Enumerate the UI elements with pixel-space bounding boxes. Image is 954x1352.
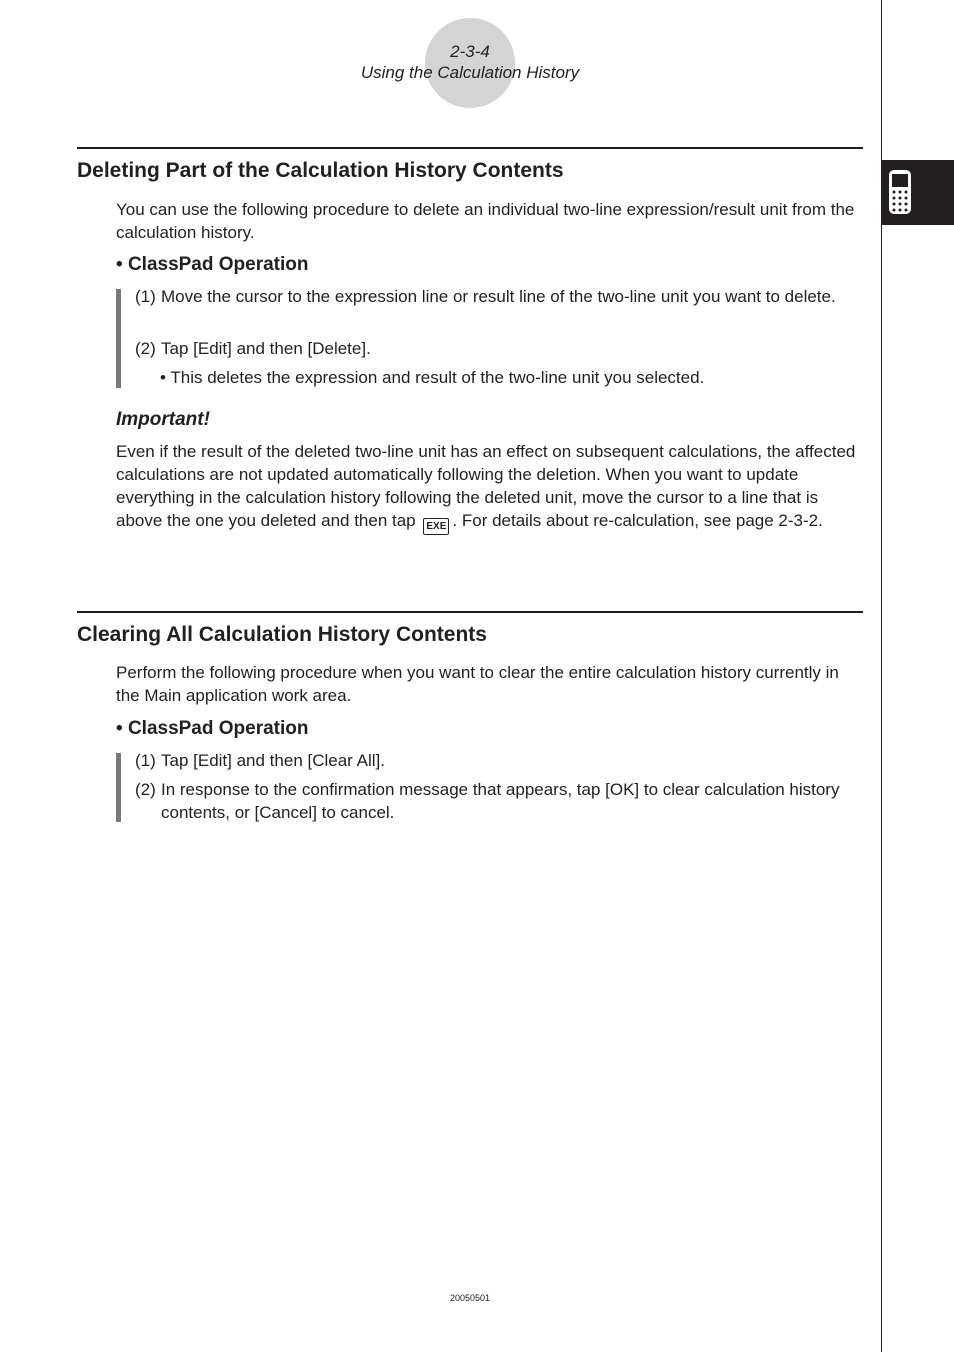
page-subtitle: Using the Calculation History [360,63,580,82]
operation-bar [116,289,121,388]
step-note: • This deletes the expression and result of the two-line unit you selected. [160,368,705,387]
exe-key-icon: EXE [423,518,449,535]
important-label: Important! [116,409,210,430]
step-number: (2) [135,780,156,799]
step-item [135,337,860,360]
step-number: (1) [135,287,156,306]
step-text: Move the cursor to the expression line or result line of the two-line unit you want to delete. [161,287,836,306]
important-text-part1: Even if the result of the deleted two-line unit has an effect on subsequent calculations, the affected calculations are not updated automatically following the deletion. When you want to update everything in the calculation history following the deleted unit, move the cursor to a line that is above the one you deleted and then tap [116,442,856,530]
step-item [135,285,860,308]
step-text: Tap [Edit] and then [Delete]. [161,339,371,358]
step-item [135,749,860,772]
operation-heading: • ClassPad Operation [116,718,309,739]
section-divider [77,611,863,613]
chapter-tab [882,160,954,225]
step-text: In response to the confirmation message that appears, tap [OK] to clear calculation history contents, or [Cancel] to cancel. [161,780,840,822]
step-note-text: This deletes the expression and result of the two-line unit you selected. [170,368,705,387]
page-number: 2-3-4 [450,42,490,61]
step-item [135,778,860,824]
step-text: Tap [Edit] and then [Clear All]. [161,751,385,770]
section-title: Clearing All Calculation History Contents [77,623,487,646]
calculator-icon [888,169,912,215]
step-number: (1) [135,751,156,770]
operation-bar [116,753,121,822]
operation-heading: • ClassPad Operation [116,254,309,275]
footer-code: 20050501 [449,1293,491,1303]
important-text [116,440,861,535]
step-number: (2) [135,339,156,358]
section-divider [77,147,863,149]
operation-heading-label: ClassPad Operation [127,718,309,739]
section-title: Deleting Part of the Calculation History Contents [77,159,564,182]
section-intro: Perform the following procedure when you want to clear the entire calculation history currently in the Main application work area. [116,663,839,705]
important-text-part2: . For details about re-calculation, see page 2-3-2. [452,511,823,530]
section-intro: You can use the following procedure to delete an individual two-line expression/result unit from the calculation history. [116,200,855,242]
operation-heading-label: ClassPad Operation [127,254,309,275]
